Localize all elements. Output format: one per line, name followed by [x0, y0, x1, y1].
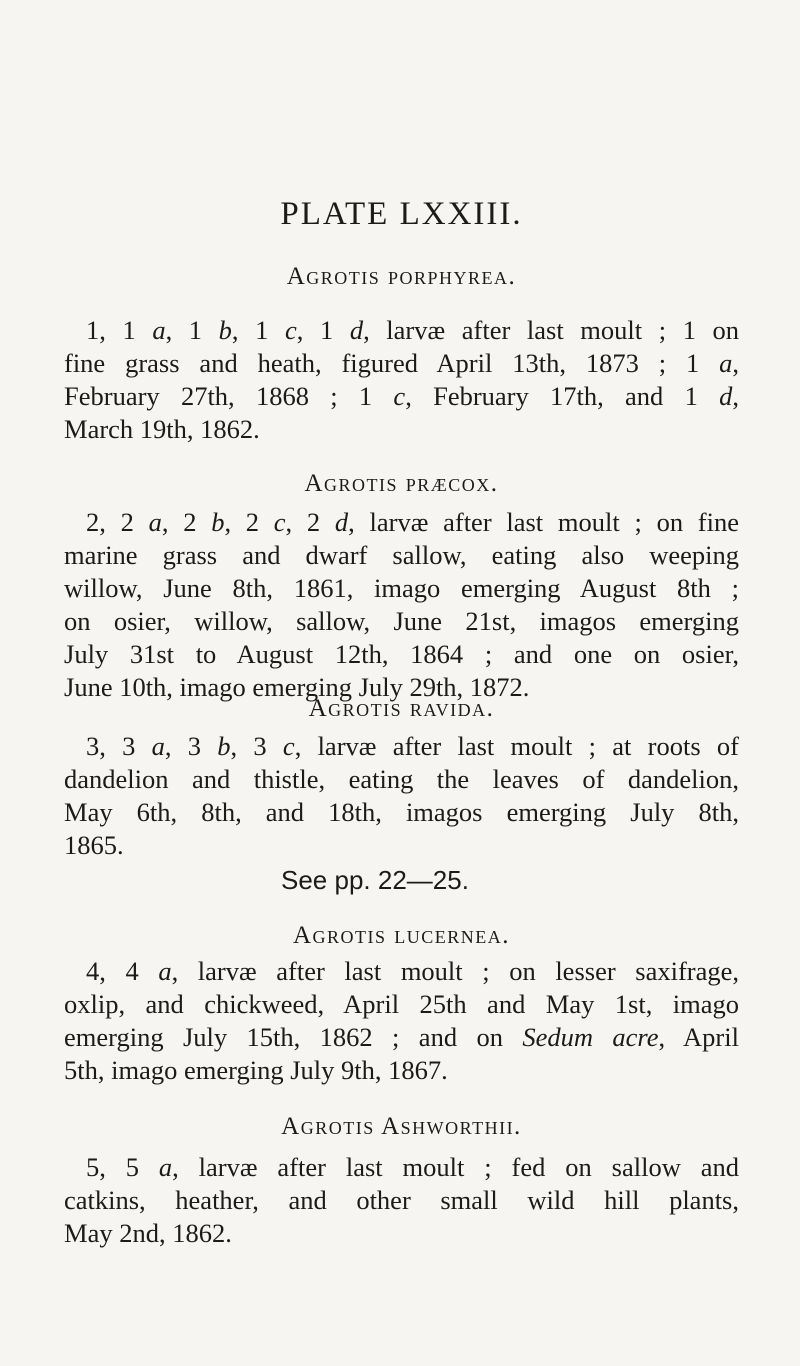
entry-lucernea [64, 955, 739, 1087]
species-heading-praecox: Agrotis præcox. [304, 470, 499, 497]
species-heading-lucernea: Agrotis lucernea. [292, 922, 511, 949]
entry-line: willow, June 8th, 1861, imago emerging August 8th ; [64, 573, 739, 603]
entry-ashworthii [64, 1151, 739, 1250]
entry-line: 3, 3 a, 3 b, 3 c, larvæ after last moult ; at roots of [86, 731, 739, 761]
entry-line: emerging July 15th, 1862 ; and on Sedum acre, April [64, 1022, 739, 1052]
entry-line: March 19th, 1862. [64, 414, 260, 444]
entry-line: May 2nd, 1862. [64, 1218, 232, 1248]
entry-line: dandelion and thistle, eating the leaves of dandelion, [64, 764, 739, 794]
species-heading-porphyrea: Agrotis porphyrea. [286, 263, 517, 290]
entry-porphyrea [64, 314, 739, 446]
entry-line: February 27th, 1868 ; 1 c, February 17th, and 1 d, [64, 381, 739, 411]
entry-line: 5, 5 a, larvæ after last moult ; fed on sallow and [86, 1152, 739, 1182]
entry-line: May 6th, 8th, and 18th, imagos emerging July 8th, [64, 797, 739, 827]
entry-line: catkins, heather, and other small wild hill plants, [64, 1185, 739, 1215]
entry-line: on osier, willow, sallow, June 21st, imagos emerging [64, 606, 739, 636]
species-heading-ravida: Agrotis ravida. [308, 695, 495, 722]
entry-ravida [64, 730, 739, 862]
entry-line: fine grass and heath, figured April 13th, 1873 ; 1 a, [64, 348, 739, 378]
entry-line: marine grass and dwarf sallow, eating also weeping [64, 540, 739, 570]
entry-line: 4, 4 a, larvæ after last moult ; on lesser saxifrage, [86, 956, 739, 986]
entry-line: 1865. [64, 830, 124, 860]
page-reference-note: See pp. 22—25. [281, 865, 469, 895]
entry-line: June 10th, imago emerging July 29th, 1872. [64, 672, 530, 702]
entry-line: 5th, imago emerging July 9th, 1867. [64, 1055, 448, 1085]
entry-line: 2, 2 a, 2 b, 2 c, 2 d, larvæ after last moult ; on fine [86, 507, 740, 537]
plate-title: PLATE LXXIII. [280, 196, 523, 232]
entry-line: 1, 1 a, 1 b, 1 c, 1 d, larvæ after last moult ; 1 on [86, 315, 740, 345]
entry-line: oxlip, and chickweed, April 25th and May 1st, imago [64, 989, 739, 1019]
entry-line: July 31st to August 12th, 1864 ; and one on osier, [64, 639, 739, 669]
species-heading-ashworthii: Agrotis Ashworthii. [281, 1113, 522, 1140]
entry-praecox [64, 506, 739, 704]
